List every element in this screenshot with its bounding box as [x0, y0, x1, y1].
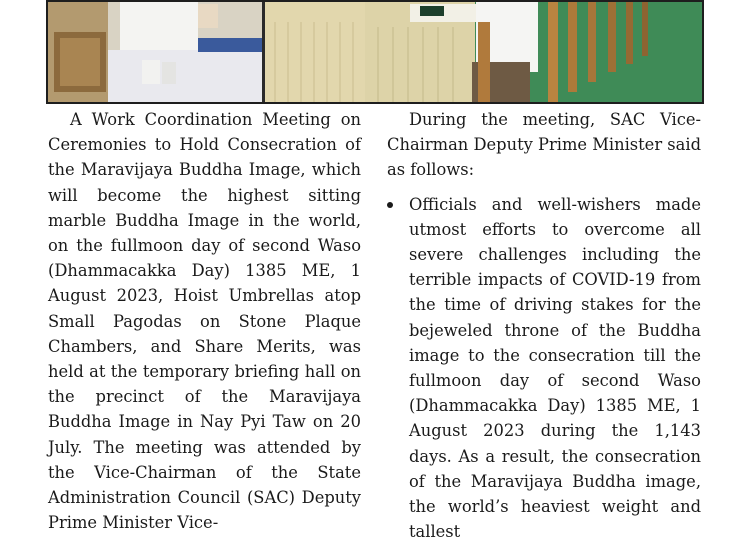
article-left-paragraph: A Work Coordination Meeting on Ceremonies to Hold Consecration of the Maravijaya Buddha Image, which will become the highest sitting marble Buddha Image in the world, on the fullmoon day of second Waso (Dhammacakka Day) 1385 ME, 1 August 2023, Hoist Umbrellas atop Small Pagodas on Stone Plaque Chambers, and Share Merits, was held at the temporary briefing hall on the precinct of the Maravijaya Buddha Image in Nay Pyi Taw on 20 July. The meeting was attended by the Vice-Chairman of the State Administration Council (SAC) Deputy Prime Minister Vice- — [48, 110, 361, 533]
meeting-photo — [46, 0, 704, 104]
bullet-text: Officials and well-wishers made utmost efforts to overcome all severe challenges including the terrible impacts of COVID-19 from the time of driving stakes for the bejeweled throne of the Buddha image to the consecration till the fullmoon day of second Waso (Dhammacakka Day) 1385 ME, 1 August 2023 during the 1,143 days. As a result, the consecration of the Maravijaya Buddha image, the world’s heaviest weight and tallest — [409, 194, 701, 542]
bullet-list — [387, 192, 701, 544]
bullet-item — [387, 192, 701, 544]
article-right-column — [387, 107, 701, 544]
article-left-column — [48, 107, 361, 535]
bullet-icon — [387, 202, 393, 208]
article-right-intro: During the meeting, SAC Vice-Chairman Deputy Prime Minister said as follows: — [387, 110, 701, 180]
